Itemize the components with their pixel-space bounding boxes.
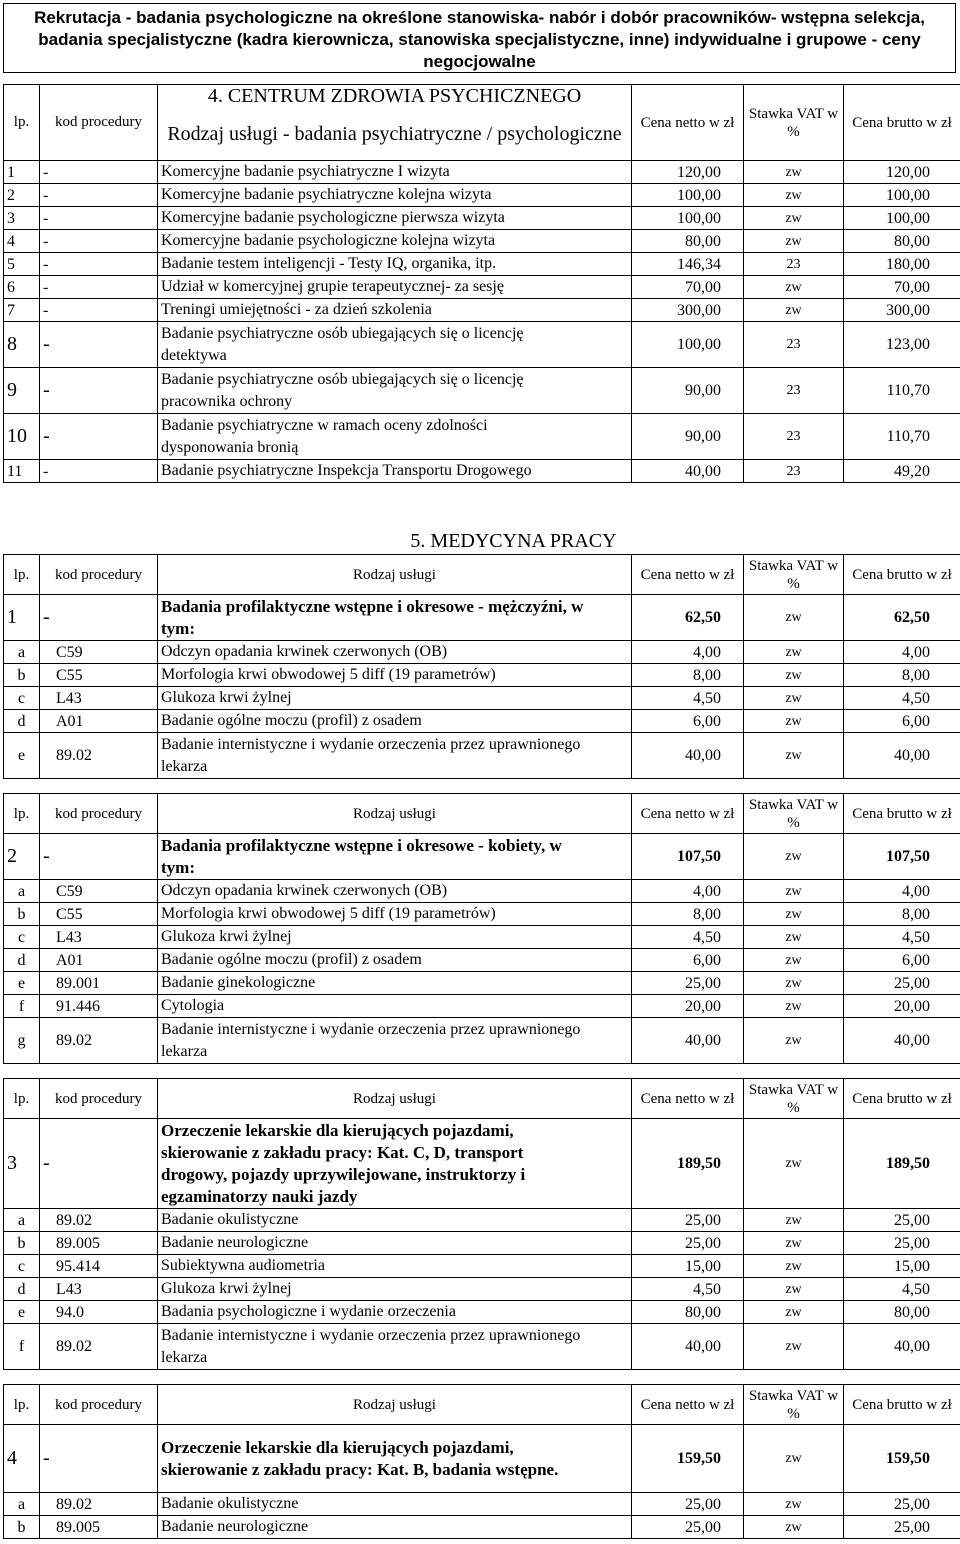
row-vat: 23: [744, 368, 844, 414]
table-row: [4, 184, 960, 207]
row-service-name: Komercyjne badanie psychologiczne pierwsza wizyta: [158, 207, 632, 230]
row-service-name: Badanie psychiatryczne osób ubiegających się o licencję pracownika ochrony: [158, 368, 632, 414]
row-vat: 23: [744, 414, 844, 460]
column-header-rodzaj: Rodzaj usługi: [158, 1079, 632, 1119]
row-netto: 4,50: [632, 926, 744, 949]
row-kod: L43: [40, 687, 158, 710]
row-brutto: 6,00: [844, 710, 960, 733]
column-header-vat: Stawka VAT w %: [744, 794, 844, 834]
table-row: [4, 276, 960, 299]
group-netto: 62,50: [632, 595, 744, 641]
row-lp: a: [4, 1493, 40, 1516]
row-vat: 23: [744, 460, 844, 483]
table-row: [4, 1278, 960, 1301]
row-vat: zw: [744, 733, 844, 779]
row-vat: zw: [744, 1255, 844, 1278]
table-row: [4, 1209, 960, 1232]
group-vat: zw: [744, 834, 844, 880]
row-service-name: Badanie okulistyczne: [158, 1493, 632, 1516]
row-lp: 6: [4, 276, 40, 299]
row-brutto: 80,00: [844, 230, 960, 253]
row-lp: d: [4, 710, 40, 733]
row-brutto: 8,00: [844, 903, 960, 926]
row-lp: d: [4, 1278, 40, 1301]
group-brutto: 62,50: [844, 595, 960, 641]
column-header-brutto: Cena brutto w zł: [844, 555, 960, 595]
row-service-name: Odczyn opadania krwinek czerwonych (OB): [158, 641, 632, 664]
group-name: Orzeczenie lekarskie dla kierujących pojazdami, skierowanie z zakładu pracy: Kat. B, badania wstępne.: [158, 1425, 632, 1493]
table-row: [4, 733, 960, 779]
column-header-netto: Cena netto w zł: [632, 85, 744, 161]
group-vat: zw: [744, 1119, 844, 1209]
row-vat: zw: [744, 299, 844, 322]
row-kod: -: [40, 322, 158, 368]
row-netto: 80,00: [632, 1301, 744, 1324]
column-header-kod: kod procedury: [40, 794, 158, 834]
row-vat: zw: [744, 926, 844, 949]
row-vat: zw: [744, 880, 844, 903]
table-row: [4, 253, 960, 276]
row-service-name: Badanie psychiatryczne osób ubiegających się o licencję detektywa: [158, 322, 632, 368]
row-service-name: Morfologia krwi obwodowej 5 diff (19 parametrów): [158, 903, 632, 926]
row-vat: zw: [744, 1232, 844, 1255]
table-row: [4, 926, 960, 949]
section-4-title: 4. CENTRUM ZDROWIA PSYCHICZNEGO: [158, 85, 632, 109]
row-service-name: Badanie neurologiczne: [158, 1516, 632, 1539]
row-kod: C59: [40, 641, 158, 664]
column-header-vat: Stawka VAT w %: [744, 1385, 844, 1425]
row-lp: 4: [4, 230, 40, 253]
group-row: [4, 834, 960, 880]
row-service-name: Treningi umiejętności - za dzień szkolenia: [158, 299, 632, 322]
row-lp: b: [4, 664, 40, 687]
row-netto: 8,00: [632, 664, 744, 687]
row-lp: c: [4, 926, 40, 949]
row-netto: 40,00: [632, 1018, 744, 1064]
column-header-rodzaj: Rodzaj usługi: [158, 794, 632, 834]
row-kod: 91.446: [40, 995, 158, 1018]
row-lp: e: [4, 733, 40, 779]
row-service-name: Badanie ogólne moczu (profil) z osadem: [158, 949, 632, 972]
row-lp: b: [4, 1232, 40, 1255]
column-header-netto: Cena netto w zł: [632, 1079, 744, 1119]
table-row: [4, 207, 960, 230]
row-netto: 40,00: [632, 1324, 744, 1370]
row-service-name: Subiektywna audiometria: [158, 1255, 632, 1278]
row-brutto: 25,00: [844, 1232, 960, 1255]
row-vat: zw: [744, 903, 844, 926]
row-vat: zw: [744, 1301, 844, 1324]
row-vat: zw: [744, 641, 844, 664]
table-row: [4, 322, 960, 368]
row-lp: a: [4, 880, 40, 903]
section-centrum-zdrowia: [3, 84, 960, 483]
row-lp: a: [4, 1209, 40, 1232]
row-brutto: 25,00: [844, 1493, 960, 1516]
row-brutto: 110,70: [844, 414, 960, 460]
row-brutto: 4,50: [844, 926, 960, 949]
row-netto: 25,00: [632, 972, 744, 995]
row-kod: 89.02: [40, 1493, 158, 1516]
medycyna-group-table: [3, 793, 960, 1064]
row-kod: 89.02: [40, 733, 158, 779]
row-lp: 10: [4, 414, 40, 460]
row-netto: 25,00: [632, 1209, 744, 1232]
row-service-name: Glukoza krwi żylnej: [158, 926, 632, 949]
column-header-row: [4, 1385, 960, 1425]
row-netto: 6,00: [632, 949, 744, 972]
row-brutto: 123,00: [844, 322, 960, 368]
group-kod: -: [40, 595, 158, 641]
row-kod: L43: [40, 1278, 158, 1301]
table-row: [4, 903, 960, 926]
row-vat: zw: [744, 687, 844, 710]
row-vat: zw: [744, 1516, 844, 1539]
group-lp: 2: [4, 834, 40, 880]
row-vat: zw: [744, 995, 844, 1018]
row-service-name: Glukoza krwi żylnej: [158, 687, 632, 710]
document-header: [3, 3, 956, 73]
row-brutto: 120,00: [844, 161, 960, 184]
row-kod: 89.005: [40, 1516, 158, 1539]
column-header-lp: lp.: [4, 794, 40, 834]
group-netto: 107,50: [632, 834, 744, 880]
row-netto: 25,00: [632, 1232, 744, 1255]
row-netto: 70,00: [632, 276, 744, 299]
table-row: [4, 230, 960, 253]
row-vat: 23: [744, 322, 844, 368]
row-lp: f: [4, 1324, 40, 1370]
group-name: Orzeczenie lekarskie dla kierujących pojazdami, skierowanie z zakładu pracy: Kat. C, D, transport drogowy, pojazdy uprzywilejowane, instruktorzy i egzaminatorzy nauki jazdy: [158, 1119, 632, 1209]
group-brutto: 189,50: [844, 1119, 960, 1209]
row-kod: -: [40, 161, 158, 184]
row-netto: 100,00: [632, 184, 744, 207]
row-service-name: Badanie okulistyczne: [158, 1209, 632, 1232]
row-service-name: Glukoza krwi żylnej: [158, 1278, 632, 1301]
column-header-netto: Cena netto w zł: [632, 555, 744, 595]
group-kod: -: [40, 1425, 158, 1493]
row-lp: 8: [4, 322, 40, 368]
group-lp: 3: [4, 1119, 40, 1209]
row-netto: 120,00: [632, 161, 744, 184]
table-row: [4, 949, 960, 972]
row-service-name: Badanie ginekologiczne: [158, 972, 632, 995]
row-brutto: 40,00: [844, 1324, 960, 1370]
row-service-name: Morfologia krwi obwodowej 5 diff (19 parametrów): [158, 664, 632, 687]
column-header-lp: lp.: [4, 1385, 40, 1425]
table-row: [4, 460, 960, 483]
row-service-name: Badanie neurologiczne: [158, 1232, 632, 1255]
group-vat: zw: [744, 1425, 844, 1493]
group-lp: 4: [4, 1425, 40, 1493]
group-name: Badania profilaktyczne wstępne i okresowe - kobiety, w tym:: [158, 834, 632, 880]
table-row: [4, 1324, 960, 1370]
row-netto: 100,00: [632, 207, 744, 230]
column-header-kod: kod procedury: [40, 1079, 158, 1119]
row-service-name: Badanie internistyczne i wydanie orzeczenia przez uprawnionego lekarza: [158, 1324, 632, 1370]
column-header-lp: lp.: [4, 555, 40, 595]
row-kod: A01: [40, 949, 158, 972]
row-brutto: 100,00: [844, 184, 960, 207]
row-kod: -: [40, 230, 158, 253]
table-row: [4, 880, 960, 903]
row-netto: 4,50: [632, 687, 744, 710]
row-lp: e: [4, 1301, 40, 1324]
row-kod: -: [40, 253, 158, 276]
column-header-rodzaj: Rodzaj usługi - badania psychiatryczne / psychologiczne: [158, 109, 632, 161]
row-brutto: 40,00: [844, 1018, 960, 1064]
row-lp: 5: [4, 253, 40, 276]
row-brutto: 8,00: [844, 664, 960, 687]
row-brutto: 70,00: [844, 276, 960, 299]
row-brutto: 110,70: [844, 368, 960, 414]
row-service-name: Odczyn opadania krwinek czerwonych (OB): [158, 880, 632, 903]
column-header-netto: Cena netto w zł: [632, 794, 744, 834]
table-row: [4, 414, 960, 460]
table-row: [4, 1232, 960, 1255]
row-vat: zw: [744, 710, 844, 733]
column-header-kod: kod procedury: [40, 555, 158, 595]
row-brutto: 100,00: [844, 207, 960, 230]
table-row: [4, 664, 960, 687]
row-vat: 23: [744, 253, 844, 276]
row-netto: 4,00: [632, 880, 744, 903]
row-kod: C55: [40, 903, 158, 926]
row-lp: 3: [4, 207, 40, 230]
row-brutto: 4,00: [844, 880, 960, 903]
group-netto: 159,50: [632, 1425, 744, 1493]
column-header-vat: Stawka VAT w %: [744, 1079, 844, 1119]
row-netto: 40,00: [632, 460, 744, 483]
row-vat: zw: [744, 207, 844, 230]
medycyna-group-table: [3, 554, 960, 779]
row-brutto: 4,50: [844, 1278, 960, 1301]
row-lp: 1: [4, 161, 40, 184]
column-header-brutto: Cena brutto w zł: [844, 1079, 960, 1119]
medycyna-group: [3, 1384, 960, 1539]
group-kod: -: [40, 1119, 158, 1209]
row-kod: A01: [40, 710, 158, 733]
row-netto: 146,34: [632, 253, 744, 276]
section-5-title: 5. MEDYCYNA PRACY: [410, 530, 617, 552]
row-service-name: Badanie internistyczne i wydanie orzeczenia przez uprawnionego lekarza: [158, 733, 632, 779]
row-netto: 90,00: [632, 368, 744, 414]
row-brutto: 20,00: [844, 995, 960, 1018]
section-medycyna-pracy: [3, 528, 960, 1539]
group-vat: zw: [744, 595, 844, 641]
row-lp: c: [4, 687, 40, 710]
table-row: [4, 1255, 960, 1278]
row-vat: zw: [744, 230, 844, 253]
column-header-netto: Cena netto w zł: [632, 1385, 744, 1425]
row-netto: 100,00: [632, 322, 744, 368]
row-service-name: Badanie testem inteligencji - Testy IQ, organika, itp.: [158, 253, 632, 276]
column-header-brutto: Cena brutto w zł: [844, 85, 960, 161]
group-row: [4, 1119, 960, 1209]
row-netto: 15,00: [632, 1255, 744, 1278]
row-brutto: 180,00: [844, 253, 960, 276]
row-lp: b: [4, 1516, 40, 1539]
row-kod: -: [40, 414, 158, 460]
row-brutto: 300,00: [844, 299, 960, 322]
row-brutto: 80,00: [844, 1301, 960, 1324]
group-brutto: 107,50: [844, 834, 960, 880]
column-header-kod: kod procedury: [40, 85, 158, 161]
section-4-table: [3, 84, 960, 483]
row-vat: zw: [744, 1018, 844, 1064]
row-vat: zw: [744, 1324, 844, 1370]
row-brutto: 15,00: [844, 1255, 960, 1278]
row-netto: 25,00: [632, 1493, 744, 1516]
row-netto: 25,00: [632, 1516, 744, 1539]
row-lp: 9: [4, 368, 40, 414]
medycyna-group-table: [3, 1384, 960, 1539]
row-kod: 89.02: [40, 1209, 158, 1232]
row-netto: 4,50: [632, 1278, 744, 1301]
row-kod: -: [40, 276, 158, 299]
row-netto: 20,00: [632, 995, 744, 1018]
table-row: [4, 1493, 960, 1516]
column-header-row: [4, 1079, 960, 1119]
medycyna-group: [3, 793, 960, 1064]
row-vat: zw: [744, 972, 844, 995]
row-lp: g: [4, 1018, 40, 1064]
column-header-brutto: Cena brutto w zł: [844, 1385, 960, 1425]
row-kod: -: [40, 207, 158, 230]
row-lp: 11: [4, 460, 40, 483]
row-vat: zw: [744, 1493, 844, 1516]
column-header-row: [4, 794, 960, 834]
group-netto: 189,50: [632, 1119, 744, 1209]
table-row: [4, 161, 960, 184]
row-service-name: Komercyjne badanie psychiatryczne kolejna wizyta: [158, 184, 632, 207]
row-service-name: Cytologia: [158, 995, 632, 1018]
column-header-rodzaj: Rodzaj usługi: [158, 1385, 632, 1425]
table-row: [4, 1018, 960, 1064]
medycyna-group-table: [3, 1078, 960, 1370]
row-vat: zw: [744, 184, 844, 207]
table-row: [4, 299, 960, 322]
row-lp: 7: [4, 299, 40, 322]
row-netto: 4,00: [632, 641, 744, 664]
table-row: [4, 687, 960, 710]
column-header-kod: kod procedury: [40, 1385, 158, 1425]
row-kod: 89.001: [40, 972, 158, 995]
table-row: [4, 710, 960, 733]
row-brutto: 6,00: [844, 949, 960, 972]
medycyna-group: [3, 554, 960, 779]
row-lp: c: [4, 1255, 40, 1278]
row-kod: C59: [40, 880, 158, 903]
row-service-name: Udział w komercyjnej grupie terapeutycznej- za sesję: [158, 276, 632, 299]
medycyna-group: [3, 1078, 960, 1370]
table-row: [4, 1516, 960, 1539]
row-kod: 94.0: [40, 1301, 158, 1324]
row-kod: L43: [40, 926, 158, 949]
group-row: [4, 595, 960, 641]
row-kod: 95.414: [40, 1255, 158, 1278]
row-brutto: 25,00: [844, 972, 960, 995]
row-service-name: Badanie ogólne moczu (profil) z osadem: [158, 710, 632, 733]
row-service-name: Badanie psychiatryczne w ramach oceny zdolności dysponowania bronią: [158, 414, 632, 460]
column-header-row: [4, 555, 960, 595]
group-row: [4, 1425, 960, 1493]
row-brutto: 25,00: [844, 1209, 960, 1232]
column-header-rodzaj: Rodzaj usługi: [158, 555, 632, 595]
row-netto: 8,00: [632, 903, 744, 926]
row-vat: zw: [744, 664, 844, 687]
column-header-brutto: Cena brutto w zł: [844, 794, 960, 834]
row-netto: 80,00: [632, 230, 744, 253]
column-header-vat: Stawka VAT w %: [744, 85, 844, 161]
row-netto: 90,00: [632, 414, 744, 460]
row-kod: 89.02: [40, 1324, 158, 1370]
row-kod: -: [40, 184, 158, 207]
row-lp: b: [4, 903, 40, 926]
row-service-name: Badania psychologiczne i wydanie orzeczenia: [158, 1301, 632, 1324]
table-row: [4, 641, 960, 664]
column-header-vat: Stawka VAT w %: [744, 555, 844, 595]
row-kod: 89.005: [40, 1232, 158, 1255]
row-service-name: Badanie psychiatryczne Inspekcja Transportu Drogowego: [158, 460, 632, 483]
table-row: [4, 368, 960, 414]
table-row: [4, 972, 960, 995]
row-kod: -: [40, 460, 158, 483]
group-lp: 1: [4, 595, 40, 641]
column-header-lp: lp.: [4, 1079, 40, 1119]
document-title: Rekrutacja - badania psychologiczne na określone stanowiska- nabór i dobór pracowników- wstępna selekcja, badania specjalistyczne (kadra kierownicza, stanowiska specjalistyczne, inne) indywidualne i grupowe - ceny negocjowalne: [34, 8, 925, 71]
table-row: [4, 1301, 960, 1324]
group-name: Badania profilaktyczne wstępne i okresowe - mężczyźni, w tym:: [158, 595, 632, 641]
row-lp: 2: [4, 184, 40, 207]
row-kod: C55: [40, 664, 158, 687]
column-header-lp: lp.: [4, 85, 40, 161]
row-service-name: Komercyjne badanie psychologiczne kolejna wizyta: [158, 230, 632, 253]
row-lp: f: [4, 995, 40, 1018]
row-netto: 300,00: [632, 299, 744, 322]
row-service-name: Badanie internistyczne i wydanie orzeczenia przez uprawnionego lekarza: [158, 1018, 632, 1064]
row-netto: 6,00: [632, 710, 744, 733]
row-kod: -: [40, 368, 158, 414]
row-kod: 89.02: [40, 1018, 158, 1064]
row-vat: zw: [744, 1209, 844, 1232]
row-vat: zw: [744, 161, 844, 184]
row-brutto: 40,00: [844, 733, 960, 779]
row-vat: zw: [744, 276, 844, 299]
row-lp: e: [4, 972, 40, 995]
row-brutto: 25,00: [844, 1516, 960, 1539]
row-kod: -: [40, 299, 158, 322]
row-vat: zw: [744, 1278, 844, 1301]
row-netto: 40,00: [632, 733, 744, 779]
group-brutto: 159,50: [844, 1425, 960, 1493]
table-row: [4, 995, 960, 1018]
row-brutto: 4,00: [844, 641, 960, 664]
row-lp: d: [4, 949, 40, 972]
row-brutto: 4,50: [844, 687, 960, 710]
group-kod: -: [40, 834, 158, 880]
row-service-name: Komercyjne badanie psychiatryczne I wizyta: [158, 161, 632, 184]
row-lp: a: [4, 641, 40, 664]
row-brutto: 49,20: [844, 460, 960, 483]
row-vat: zw: [744, 949, 844, 972]
